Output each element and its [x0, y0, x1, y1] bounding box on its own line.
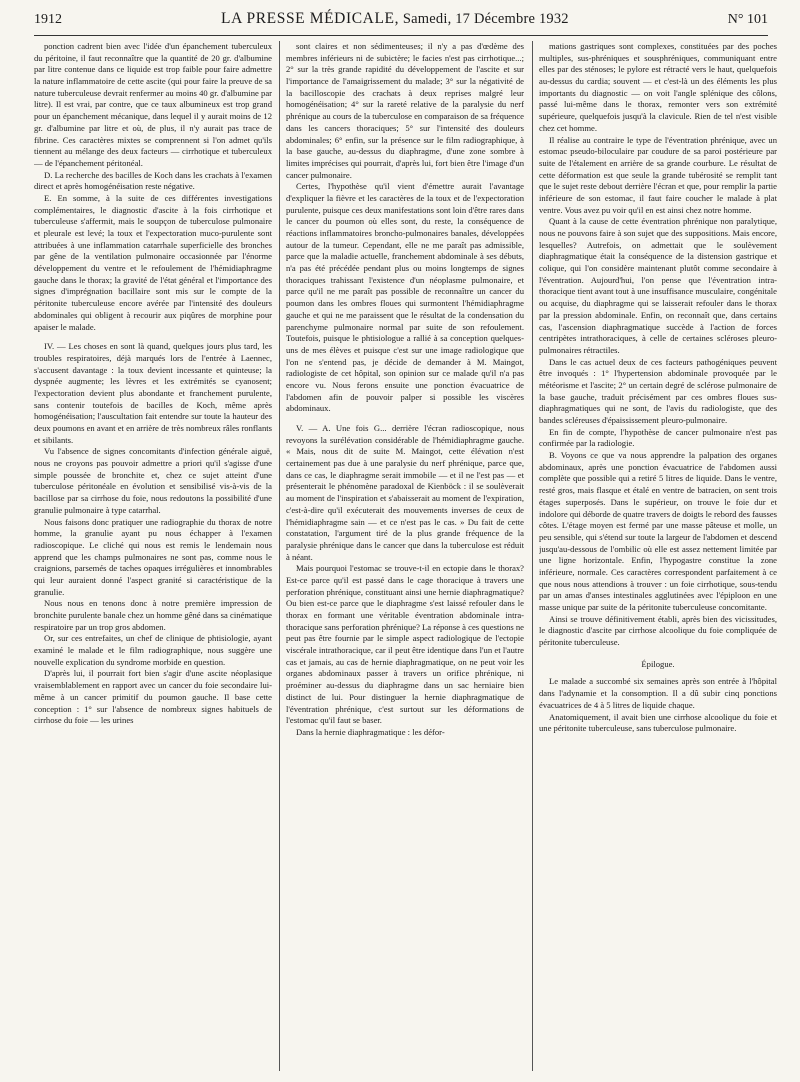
paragraph: ponction cadrent bien avec l'idée d'un épanchement tuberculeux du péritoine, il faut reconnaître que la quantité de 20 gr. d'albumine par litre contenue dans ce liquide est trop faible pour faire admettre la nature inflammatoire de cette ascite (qui pour faire la preuve de sa nature tuberculeuse devrait renfermer au moins 40 gr. d'albumine par litre). Il est vrai, par contre, que ce taux albumineux est trop grand pour un épanchement mécanique, dans lequel il y aurait moins de 12 gr. d'albumine par litre et où, de plus, il n'y aurait pas trace de fibrine. Ces caractères mixtes se comprennent si l'on admet qu'ils tiennent au mélange des deux facteurs — cirrhotique et tuberculeux — de l'épanchement péritonéal.: [34, 41, 272, 168]
paragraph: Quant à la cause de cette éventration phrénique non paralytique, nous ne pouvons faire à son sujet que des suppositions. Mais encore, lesquelles? Autrefois, on admettait que le soulèvement diaphragmatique était la conséquence de la distension gastrique et colique, qui l'on considère maintenant plutôt comme secondaire à l'éventration. Aujourd'hui, l'on pense que l'éventration intra-thoracique tient avant tout à une insuffisance musculaire, congénitale ou acquise, du diaphragme qui se laisserait refouler dans le thorax par la pression abdominale. Enfin, on reconnaît que, dans certains cas, l'ascension diaphragmatique succède à l'action de forces centripètes intrathoraciques, à celle de certaines scléroses pleuro-pulmonaires rétractiles.: [539, 216, 777, 355]
section-heading-epilogue: Épilogue.: [641, 658, 675, 669]
paragraph: Anatomiquement, il avait bien une cirrhose alcoolique du foie et une péritonite tuberculeuse, sans tuberculose pulmonaire.: [539, 711, 777, 734]
paragraph: D'après lui, il pourrait fort bien s'agir d'une ascite néoplasique vraisemblablement en rapport avec un cancer du foie secondaire lui-même à un cancer primitif du poumon gauche. Il base cette conception : 1° sur l'absence de nombreux signes habituels de cirrhose du foie — les urines: [34, 668, 272, 726]
masthead: [221, 10, 569, 28]
issue-number: N° 101: [727, 12, 768, 27]
paragraph: B. Voyons ce que va nous apprendre la palpation des organes abdominaux, après une ponction évacuatrice de l'abdomen aussi complète que possible qui a retiré 5 litres de liquide. Dans le ventre, resté gros, mais flasque et étalé en ventre de batracien, on sent trois étages superposés. Dans le supérieur, on trouve le foie dur et indolore qui déborde de quatre travers de doigts le rebord des fausses côtes. L'étage moyen est fermé par une masse pâteuse et molle, un peu sensible, qui s'étend sur toute la largeur de l'abdomen et descend jusqu'au-dessous de l'ombilic où elle est assez nettement limitée par une ligne horizontale. Enfin, l'hypogastre constitue la zone inférieure, normale. Ces caractères correspondent parfaitement à ce que nous nous attendions à trouver : un foie cirrhotique, sous-tendu par un amas d'anses intestinales agglutinées avec l'épiploon en une masse unique par suite de la péritonite tuberculeuse concomitante.: [539, 450, 777, 612]
header-rule: [34, 35, 768, 36]
paragraph: D. La recherche des bacilles de Koch dans les crachats à l'examen direct et après homogénéisation reste négative.: [34, 169, 272, 192]
paragraph: Dans le cas actuel deux de ces facteurs pathogéniques peuvent être invoqués : 1° l'hypertension abdominale provoquée par le météorisme et l'ascite; 2° un certain degré de sclérose pulmonaire de la base gauche, traduit précisément par ces ombres floues sus-diaphragmatiques qui ne sont, de l'avis du radiologiste, que des bandes scléreuses d'épaississement pleuro-pulmonaire.: [539, 356, 777, 425]
paragraph: Dans la hernie diaphragmatique : les défor-: [296, 726, 445, 737]
journal-title: LA PRESSE MÉDICALE,: [221, 10, 400, 27]
section-gap: [34, 333, 272, 341]
paragraph: En fin de compte, l'hypothèse de cancer pulmonaire n'est pas confirmée par la radiologie.: [539, 426, 777, 449]
column-divider-1: [279, 41, 280, 1071]
paragraph: Or, sur ces entrefaites, un chef de clinique de phtisiologie, ayant examiné le malade et le film radiographique, nous suggère une nouvelle explication du syndrome morbide en question.: [34, 633, 272, 667]
paragraph: IV. — Les choses en sont là quand, quelques jours plus tard, les troubles respiratoires, déjà marqués lors de l'entrée à Laennec, s'accusent davantage : la toux devient incessante et quinteuse; la dyspnée augmente; les lèvres et les extrémités se cyanosent; l'expectoration devient plus abondante et franchement purulente, sans contenir toutefois de bacilles de Koch, même après homogénéisation; l'auscultation fait entendre sur toute la hauteur des deux poumons en avant et en arrière de très nombreux râles ronflants et sibilants.: [34, 341, 272, 445]
paragraph: Il réalise au contraire le type de l'éventration phrénique, avec un estomac pseudo-biloculaire par coudure de sa paroi postérieure par suite de l'étalement en arrière de sa grande courbure. Le résultat de cette déformation est que seule la grande tubérosité se remplit tant que le sujet reste debout derrière l'écran et que, pour remplir la partie inférieure de son estomac, il faut faire coucher le malade à plat ventre. Vous avez pu voir qu'il en est ainsi chez notre homme.: [539, 134, 777, 215]
paragraph: Certes, l'hypothèse qu'il vient d'émettre aurait l'avantage d'expliquer la fièvre et les caractères de la toux et de l'expectoration purulente, puisque ces deux manifestations sont loin d'être rares dans le cancer du poumon où elles sont, du reste, la conséquence de réactions inflammatoires broncho-pulmonaires banales, développées autour de la tumeur. Cependant, elle ne me paraît pas admissible, parce que la maladie actuelle, franchement abdominale à ses débuts, n'a pas été précédée pendant plus ou moins longtemps de signes thoraciques trahissant l'existence d'un néoplasme pulmonaire, et parce qu'il ne me paraît pas possible de reconnaître un cancer du poumon dans les ombres floues qui surmontent l'hémidiaphragme gauche et qui ne me paraissent que le résultat de la condensation du parenchyme pulmonaire normal par suite de son refoulement. Toutefois, puisque le phtisiologue a rallié à sa conception quelques-uns de mes élèves et puisque c'est sur une image radiologique que l'on ne s'entend pas, je décide de demander à M. Maingot, radiologiste de cet hôpital, son opinion sur ce malade qu'il n'a pas encore vu. Nous ferons ensuite une ponction évacuatrice de l'abdomen afin de pouvoir palper si possible les viscères abdominaux.: [286, 181, 524, 414]
paragraph: Le malade a succombé six semaines après son entrée à l'hôpital dans l'adynamie et la consomption. Il a dû subir cinq ponctions évacuatrices de 4 à 5 litres de liquide chaque.: [539, 676, 777, 710]
column-2: [286, 41, 524, 1071]
paragraph: Mais pourquoi l'estomac se trouve-t-il en ectopie dans le thorax? Est-ce parce qu'il est passé dans le cage thoracique à travers une perforation phrénique, constituant ainsi une hernie diaphragmatique? Ou bien est-ce parce que le diaphragme s'est laissé refouler dans le thorax en formant une véritable éventration abdominale intra-thoracique sans perforation phrénique? La réponse à ces questions ne peut pas être fournie par le simple aspect radiologique de l'ectopie viscérale intrathoracique, car il peut être identique dans l'un et l'autre cas et jamais, au cas de hernie diaphragmatique, on ne peut voir les organes abdominaux passer à travers un orifice phrénique, ni proéminer au-dessus du diaphragme dans un sac herniaire bien distinct de lui. Pour distinguer la hernie diaphragmatique de l'éventration phrénique, c'est surtout sur les déformations de l'estomac qu'il faut se baser.: [286, 563, 524, 726]
page-number: 1912: [34, 12, 62, 27]
paragraph: V. — A. Une fois G... derrière l'écran radioscopique, nous revoyons la surélévation considérable de l'hémidiaphragme gauche. « Mais, nous dit de suite M. Maingot, cette élévation n'est certainement pas due à une paralysie du nerf phrénique, parce que, dans ce cas, le diaphragme serait immobile — et il ne l'est pas — et présenterait le phénomène paradoxal de Kienböck : il se soulèverait au moment de l'inspiration et s'abaisserait au moment de l'expiration, c'est-à-dire qu'il exécuterait des mouvements inverses de ceux de l'hémidiaphragme sain — et ce n'est pas le cas. » Du fait de cette constatation, l'argument tiré de la plus grande fréquence de la paralysie phrénique dans le cancer que dans la tuberculose est réduit à néant.: [286, 423, 524, 562]
column-3: [539, 41, 777, 1071]
page-header: [34, 10, 768, 34]
paragraph: Nous faisons donc pratiquer une radiographie du thorax de notre homme, la granulie ayant pu nous échapper à l'examen radioscopique. Le cliché qui nous est remis le lendemain nous apprend que les champs pulmonaires ne sont pas, comme nous le craignions, parsemés de taches opaques irrégulières et innombrables qui leur auraient donné l'aspect granité si caractéristique de la granulie.: [34, 516, 272, 597]
paragraph: Vu l'absence de signes concomitants d'infection générale aiguë, nous ne croyons pas pouvoir admettre a priori qu'il s'agisse d'une simple poussée de bronchite et, chez ce sujet atteint d'une tuberculose péritonéale en évolution et sensibilisé vis-à-vis de la bacillose par sa cirrhose du foie, nous redoutons la possibilité d'une granulie pulmonaire à type catarrhal.: [34, 446, 272, 515]
paragraph: Ainsi se trouve définitivement établi, après bien des vicissitudes, le diagnostic d'ascite par cirrhose alcoolique du foie compliquée de péritonite tuberculeuse.: [539, 613, 777, 648]
paragraph: Nous nous en tenons donc à notre première impression de bronchite purulente banale chez un homme gêné dans sa cinématique respiratoire par un trop gros abdomen.: [34, 598, 272, 632]
paragraph: E. En somme, à la suite de ces différentes investigations complémentaires, le diagnostic d'ascite à la fois cirrhotique et tuberculeuse s'affermit, mais le soupçon de tuberculose pulmonaire et pleurale est levé; la toux et l'expectoration muco-purulente sont attribuées à une inflammation catarrhale superficielle des bronches par gêne de la ventilation pulmonaire occasionnée par l'énorme développement du ventre et le refoulement de l'hémidiaphragme gauche dans le thorax; la gravité de l'état général et l'importance des signes d'imprégnation bacillaire sont mis sur le compte de la péritonite tuberculeuse encore avérée par l'intensité des douleurs abdominales qui obligent à recourir aux piqûres de morphine pour apaiser le malade.: [34, 192, 272, 332]
section-gap: [286, 415, 524, 423]
issue-date: Samedi, 17 Décembre 1932: [402, 11, 569, 27]
column-divider-2: [532, 41, 533, 1071]
paragraph: mations gastriques sont complexes, constituées par des poches multiples, sus-phréniques et sousphréniques, communiquant entre elles par des sténoses; le pylore est rétracté vers le haut, quelquefois au-dessus du cardia; souvent — et c'est-là un des éléments les plus importants du diagnostic — on voit l'angle splénique des côlons, passé lui-même dans le thorax, remonter vers son extrémité supérieure, quelquefois jusqu'à la clavicule. Rien de tel n'est visible chez cet homme.: [539, 41, 777, 133]
paragraph: sont claires et non sédimenteuses; il n'y a pas d'œdème des membres inférieurs ni de subictère; le facies n'est pas cirrhotique...; 2° sur la très grande rapidité du développement de l'ascite et sur l'importance de l'amaigrissement du malade; 3° sur la négativité de la bacilloscopie des crachats à deux reprises malgré leur homogénéisation; 4° sur la rareté relative de la paralysie du nerf phrénique au cours de la tuberculose en comparaison de sa fréquence dans les cancers thoraciques; 5° sur l'intensité des douleurs abdominales; 6° enfin, sur la présence sur le film radiographique, à la base gauche, au-dessus du diaphragme, d'une zone sombre à limites imprécises qui pourrait, d'après lui, fort bien être l'image d'un cancer pulmonaire.: [286, 41, 524, 180]
column-1: [34, 41, 272, 1071]
